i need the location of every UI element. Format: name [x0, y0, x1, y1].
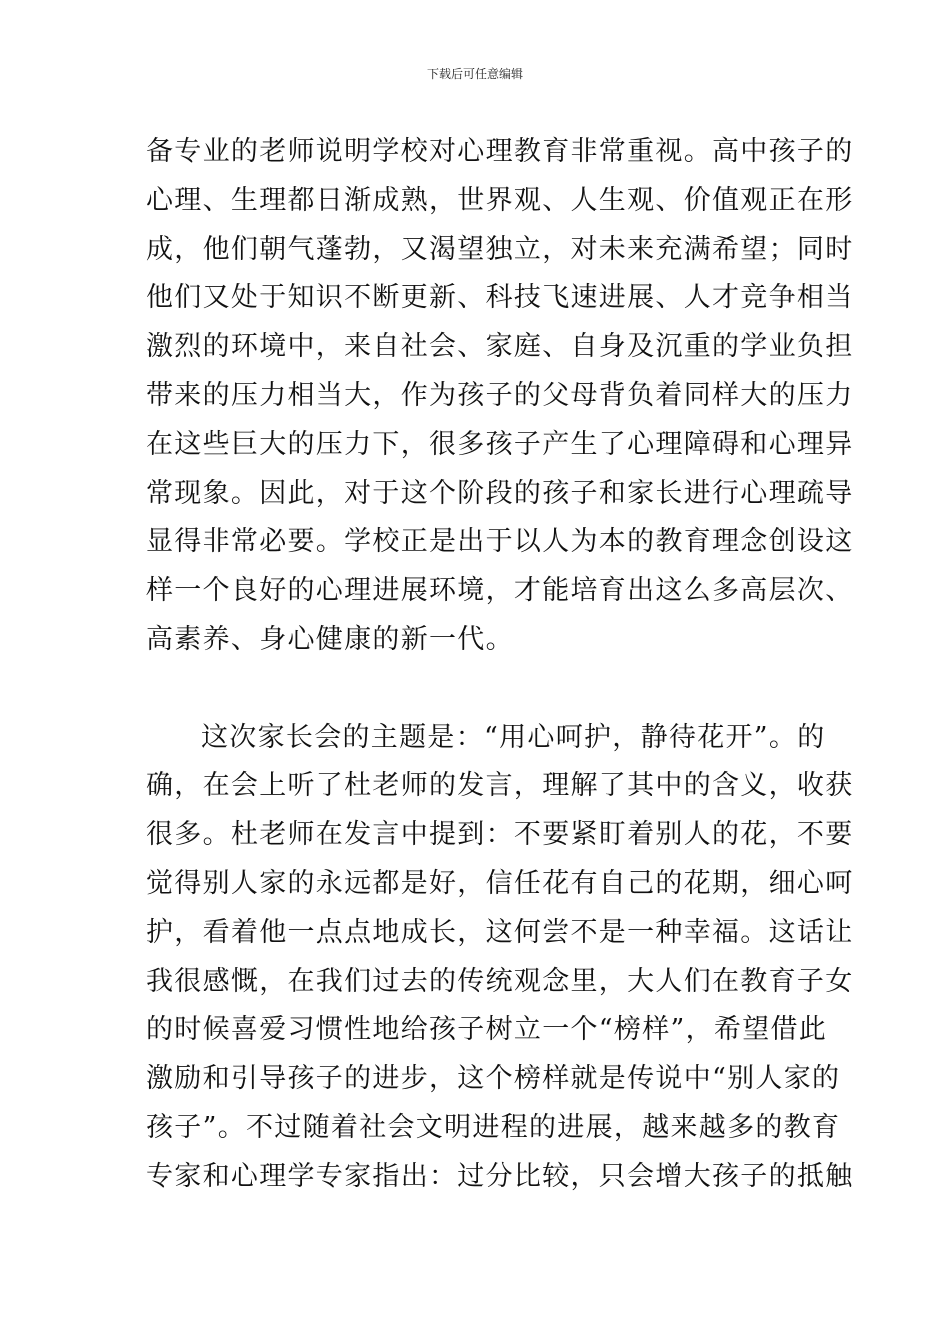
text-line: 激烈的环境中，来自社会、家庭、自身及沉重的学业负担 [146, 331, 854, 363]
paragraph-spacer [146, 665, 810, 714]
text-line: 备专业的老师说明学校对心理教育非常重视。高中孩子的 [146, 136, 854, 167]
text-line: 他们又处于知识不断更新、科技飞速进展、人才竞争相当 [146, 282, 854, 314]
text-line: 带来的压力相当大，作为孩子的父母背负着同样大的压力 [146, 379, 854, 411]
text-line: 觉得别人家的永远都是好，信任花有自己的花期，细心呵 [146, 867, 854, 899]
text-line: 显得非常必要。学校正是出于以人为本的教育理念创设这 [146, 526, 854, 558]
text-line: 专家和心理学专家指出：过分比较，只会增大孩子的抵触 [146, 1160, 854, 1192]
text-line: 激励和引导孩子的进步，这个榜样就是传说中“别人家的 [146, 1063, 841, 1095]
text-line: 确，在会上听了杜老师的发言，理解了其中的含义，收获 [146, 770, 854, 802]
text-line: 这次家长会的主题是：“用心呵护，静待花开”。的 [201, 721, 826, 753]
text-line: 护，看着他一点点地成长，这何尝不是一种幸福。这话让 [146, 916, 854, 948]
text-line: 高素养、身心健康的新一代。 [146, 623, 514, 655]
text-line: 孩子”。不过随着社会文明进程的进展，越来越多的教育 [146, 1111, 841, 1143]
page-header: 下载后可任意编辑 [426, 67, 523, 81]
text-line: 的时候喜爱习惯性地给孩子树立一个“榜样”，希望借此 [146, 1014, 828, 1046]
text-line: 常现象。因此，对于这个阶段的孩子和家长进行心理疏导 [146, 477, 854, 509]
text-line: 在这些巨大的压力下，很多孩子产生了心理障碍和心理异 [146, 428, 854, 460]
paragraph-1 [146, 128, 854, 665]
text-line: 样一个良好的心理进展环境，才能培育出这么多高层次、 [146, 575, 854, 607]
paragraph-2 [146, 714, 854, 1202]
text-line: 很多。杜老师在发言中提到：不要紧盯着别人的花，不要 [146, 819, 854, 851]
text-line: 我很感慨，在我们过去的传统观念里，大人们在教育子女 [146, 965, 854, 997]
document-body [146, 128, 854, 1202]
text-line: 成，他们朝气蓬勃，又渴望独立，对未来充满希望；同时 [146, 233, 854, 265]
text-line: 心理、生理都日渐成熟，世界观、人生观、价值观正在形 [146, 184, 854, 216]
